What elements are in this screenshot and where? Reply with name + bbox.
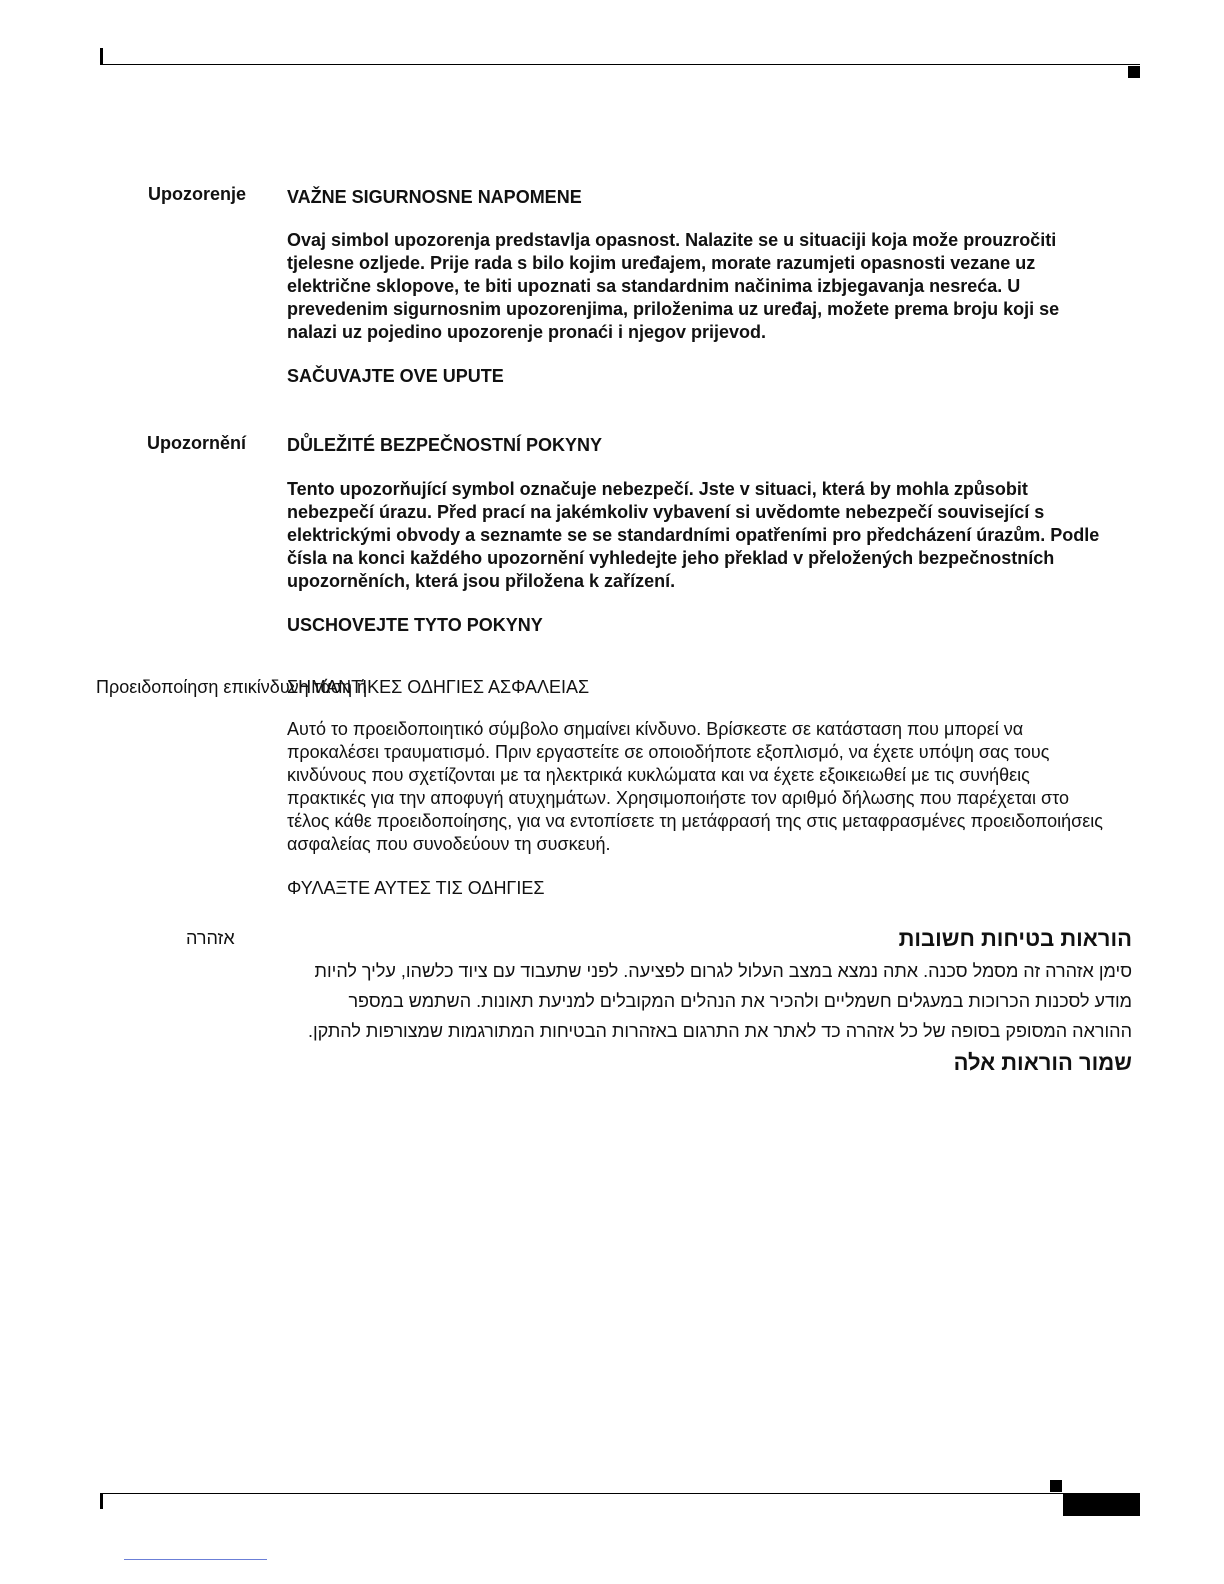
header-rule: [100, 64, 1140, 65]
croatian-save: SAČUVAJTE OVE UPUTE: [287, 366, 504, 386]
footer-marker: [1050, 1480, 1062, 1492]
croatian-heading: VAŽNE SIGURNOSNE NAPOMENE: [287, 187, 582, 207]
greek-body: Αυτό το προειδοποιητικό σύμβολο σημαίνει κίνδυνο. Βρίσκεστε σε κατάσταση που μπορεί να προκαλέσει τραυματισμό. Πριν εργαστείτε σε οποιοδήποτε εξοπλισμό, να έχετε υπόψη σας τους κινδύνους που σχετίζονται με τα ηλεκτρικά κυκλώματα και να έχετε εξοικειωθεί με τις συνήθεις πρακτικές για την αποφυγή ατυχημάτων. Χρησιμοποιήστε τον αριθμό δήλωσης που παρέχεται στο τέλος κάθε προειδοποίησης, για να εντοπίσετε τη μετάφρασή της στις μεταφρασμένες προειδοποιήσεις ασφαλείας που συνοδεύουν τη συσκευή.: [287, 719, 1103, 854]
hebrew-section: [287, 926, 1132, 1076]
page-number-tab: [1063, 1494, 1140, 1516]
footer-tick: [100, 1493, 103, 1509]
footer-link-underline: [124, 1559, 267, 1560]
greek-label: Προειδοποίηση επικίνδυνη τάση ή: [96, 677, 368, 697]
hebrew-label: אזהרה: [186, 928, 235, 948]
czech-save: USCHOVEJTE TYTO POKYNY: [287, 615, 543, 635]
footer-rule: [100, 1493, 1140, 1494]
hebrew-save: שמור הוראות אלה: [953, 1050, 1132, 1075]
greek-section: [287, 677, 1107, 899]
croatian-body: Ovaj simbol upozorenja predstavlja opasnost. Nalazite se u situaciji koja može prouzročiti tjelesne ozljede. Prije rada s bilo kojim uređajem, morate razumjeti opasnosti vezane uz električne sklopove, te biti upoznati sa standardnim načinima izbjegavanja nesreća. U prevedenim sigurnosnim upozorenjima, priloženima uz uređaj, možete prema broju koji se nalazi uz pojedino upozorenje pronaći i njegov prijevod.: [287, 230, 1060, 342]
header-tick: [100, 48, 103, 64]
hebrew-body: סימן אזהרה זה מסמל סכנה. אתה נמצא במצב העלול לגרום לפציעה. לפני שתעבוד עם ציוד כלשהו, עליך להיות מודע לסכנות הכרוכות במעגלים חשמליים ולהכיר את הנהלים המקובלים למניעת תאונות. השתמש במספר ההוראה המסופק בסופה של כל אזהרה כד לאתר את התרגום באזהרות הבטיחות המתורגמות שמצורפות להתקן.: [307, 961, 1132, 1041]
croatian-label: Upozorenje: [147, 184, 246, 204]
header-marker: [1128, 66, 1140, 78]
czech-body: Tento upozorňující symbol označuje nebezpečí. Jste v situaci, která by mohla způsobit nebezpečí úrazu. Před prací na jakémkoliv vybavení si uvědomte nebezpečí související s elektrickými obvody a seznamte se se standardními opatřeními pro předcházení úrazům. Podle čísla na konci každého upozornění vyhledejte jeho překlad v přeložených bezpečnostních upozorněních, která jsou přiložena k zařízení.: [287, 479, 1100, 591]
greek-save: ΦΥΛΑΞΤΕ ΑΥΤΕΣ ΤΙΣ ΟΔΗΓΙΕΣ: [287, 878, 545, 898]
croatian-section: [287, 187, 1107, 387]
czech-label: Upozornění: [147, 433, 246, 453]
czech-section: [287, 435, 1107, 636]
hebrew-heading: הוראות בטיחות חשובות: [898, 926, 1132, 951]
greek-heading: ΣΗΜΑΝΤΙΚΕΣ ΟΔΗΓΙΕΣ ΑΣΦΑΛΕΙΑΣ: [287, 677, 590, 697]
czech-heading: DŮLEŽITÉ BEZPEČNOSTNÍ POKYNY: [287, 435, 603, 455]
